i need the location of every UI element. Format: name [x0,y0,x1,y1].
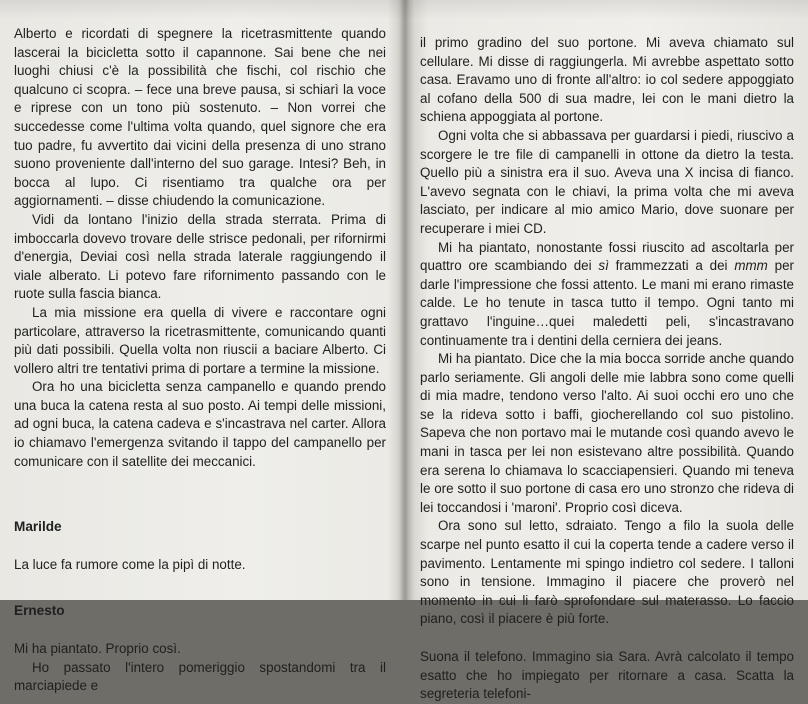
marilde-text: La luce fa rumore come la pipì di notte. [14,556,246,572]
left-paragraph-2: Vidi da lontano l'inizio della strada sterrata. Prima di imboccarla dovevo trovare delle strisce pedonali, per rifornirmi d'energia, Deviai così nella strada laterale raggiungendo il viale alberato. Li potevo fare rifornimento passando con le ruote sulla fascia bianca. [14,211,386,302]
book-gutter [398,0,414,600]
right-paragraph-6: Suona il telefono. Immagino sia Sara. Avrà calcolato il tempo esatto che ho impiegato per ritornare a casa. Scatta la segreteria telefoni- [420,649,794,702]
right-paragraph-3-si: sì [598,258,609,274]
left-paragraph-3: La mia missione era quella di vivere e raccontare ogni particolare, attraverso la ricetrasmittente, comunicando quanti più dati possibili. Quella volta non riuscii a baciare Alberto. Ci vollero altri tre tentativi prima di portare a termine la missione. [14,304,386,376]
section-heading-marilde: Marilde [14,519,62,535]
left-paragraph-1: Alberto e ricordati di spegnere la ricetrasmittente quando lascerai la bicicletta sotto il capannone. Sai bene che nei luoghi chiusi c'è la possibilità che fischi, col rischio che qualcuno ci scopra. – fece una breve pausa, si schiarì la voce e riprese con un tono più sostenuto. – Non vorrei che succedesse come l'ultima volta quando, quel signore che era tuo padre, fu avvertito dai vicini della presenza di uno strano suono proveniente dall'interno del suo garage. Intesi? Beh, in bocca al lupo. Ci risentiamo tra qualche ora per aggiornamenti. – disse chiudendo la comunicazione. [14,26,386,209]
right-paragraph-4: Mi ha piantato. Dice che la mia bocca sorride anche quando parlo seriamente. Gli angoli delle mie labbra sono come quelli di mia madre, tendono verso l'alto. Ai suoi occhi ero uno che se la rideva sotto i baffi, giocherellando col suo pistolino. Sapeva che non portavo mai le mutande così quando avevo le mani in tasca per lei non esistevano altre possibilità. Quando era serena lo chiamava lo scacciapensieri. Quando mi teneva le ore sotto il suo portone di casa ero uno stronzo che rideva di lei toccandosi i 'maroni'. Proprio così diceva. [420,351,794,515]
right-page [420,0,795,702]
right-paragraph-3-part-a: Mi ha piantato, nonostante fossi riuscito ad ascoltarla per quattro ore scambiando dei [420,239,794,274]
right-paragraph-3-mmm: mmm [734,258,768,274]
right-paragraph-2: Ogni volta che si abbassava per guardarsi i piedi, riuscivo a scorgere le tre file di campanelli in ottone da dietro la testa. Quello più a sinistra era il suo. Aveva una X incisa di fianco. L'avevo segnata con le chiavi, la prima volta che mi aveva lasciato, per indicare al mio amico Mario, dove suonare per recuperare i miei CD. [420,127,794,236]
ernesto-line-2: Ho passato l'intero pomeriggio spostandomi tra il marciapiede e [14,659,386,694]
left-page [14,0,386,694]
left-paragraph-4: Ora ho una bicicletta senza campanello e quando prendo una buca la catena resta al suo posto. Ai tempi delle missioni, ad ogni buca, la catena cadeva e s'incastrava nel carter. Allora io chiamavo l'emergenza svitando il tappo del campanello per comunicare con il satellite dei meccanici. [14,379,386,469]
right-paragraph-3-part-b: frammezzati a dei [608,258,735,274]
right-paragraph-3 [420,239,794,351]
right-paragraph-3-part-c: per darle l'impressione che fossi attento. Le mani mi erano rimaste calde. Le ho tenute in tasca tutto il tempo. Ogni tanto mi grattavo l'inguine…quei maledetti peli, s'incastravano continuamente tra i dentini della cerniera dei jeans. [420,258,795,348]
right-paragraph-5: Ora sono sul letto, sdraiato. Tengo a filo la suola delle scarpe nel punto esatto il cui la coperta tende a cadere verso il pavimento. Lentamente mi spingo indietro col sedere. I talloni sono in tensione. Immagino il piacere che proverò nel momento in cui li farò sprofondare sul materasso. Lo faccio piano, così il piacere è più forte. [420,518,794,627]
ernesto-line-1: Mi ha piantato. Proprio così. [14,641,181,657]
right-paragraph-1: il primo gradino del suo portone. Mi aveva chiamato sul cellulare. Mi disse di raggiungerla. Mi avrebbe aspettato sotto casa. Eravamo uno di fronte all'altro: io col sedere appoggiato al cofano della 500 di sua madre, lei con le mani dietro la schiena appoggiata al portone. [420,35,794,125]
section-heading-ernesto: Ernesto [14,603,65,619]
